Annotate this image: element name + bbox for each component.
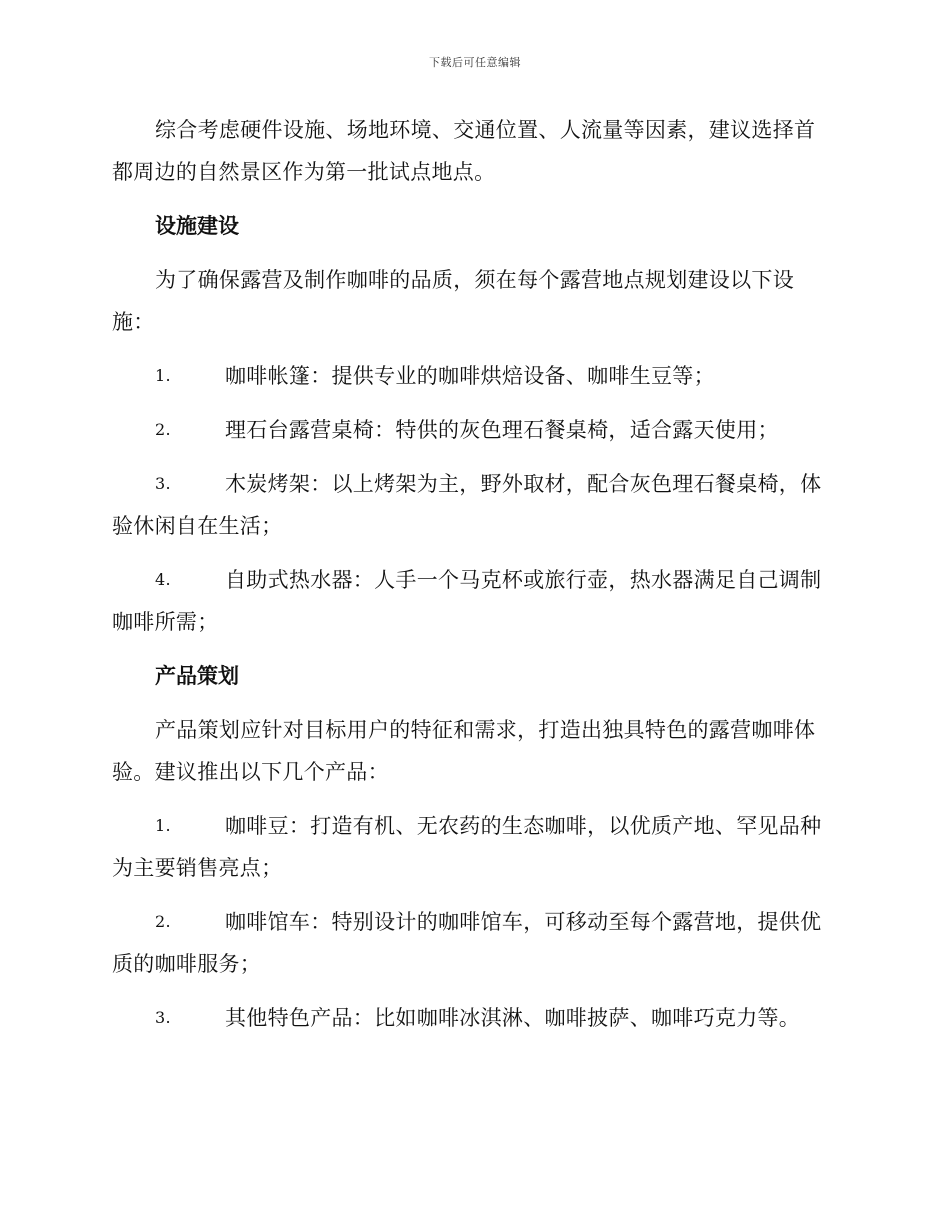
list-item-number: 1. [155, 366, 171, 385]
list-item-text: 理石台露营桌椅：特供的灰色理石餐桌椅，适合露天使用； [225, 418, 779, 442]
list-item-number: 4. [155, 570, 171, 589]
list-item-text: 咖啡馆车：特别设计的咖啡馆车，可移动至每个露营地，提供优质的咖啡服务； [112, 910, 822, 976]
document-body [112, 109, 834, 1051]
list-item-number: 2. [155, 420, 171, 439]
products-heading: 产品策划 [155, 664, 239, 688]
intro-paragraph: 综合考虑硬件设施、场地环境、交通位置、人流量等因素，建议选择首都周边的自然景区作为第一批试点地点。 [112, 118, 816, 184]
list-item-number: 1. [155, 816, 171, 835]
list-item-text: 咖啡帐篷：提供专业的咖啡烘焙设备、咖啡生豆等； [225, 364, 715, 388]
list-item [112, 409, 834, 451]
list-item-text: 其他特色产品：比如咖啡冰淇淋、咖啡披萨、咖啡巧克力等。 [225, 1006, 801, 1030]
facilities-heading: 设施建设 [155, 214, 239, 238]
list-item-text: 木炭烤架：以上烤架为主，野外取材，配合灰色理石餐桌椅，体验休闲自在生活； [112, 472, 822, 538]
header-note: 下载后可任意编辑 [429, 56, 521, 69]
products-intro: 产品策划应针对目标用户的特征和需求，打造出独具特色的露营咖啡体验。建议推出以下几个产品： [112, 718, 816, 784]
list-item-text: 咖啡豆：打造有机、无农药的生态咖啡，以优质产地、罕见品种为主要销售亮点； [112, 814, 822, 880]
list-item-number: 3. [155, 474, 171, 493]
facilities-intro: 为了确保露营及制作咖啡的品质，须在每个露营地点规划建设以下设施： [112, 268, 794, 334]
list-item [112, 559, 834, 643]
list-item [112, 355, 834, 397]
list-item-text: 自助式热水器：人手一个马克杯或旅行壶，热水器满足自己调制咖啡所需； [112, 568, 822, 634]
list-item [112, 463, 834, 547]
list-item [112, 805, 834, 889]
list-item [112, 997, 834, 1039]
list-item [112, 901, 834, 985]
list-item-number: 3. [155, 1008, 171, 1027]
list-item-number: 2. [155, 912, 171, 931]
